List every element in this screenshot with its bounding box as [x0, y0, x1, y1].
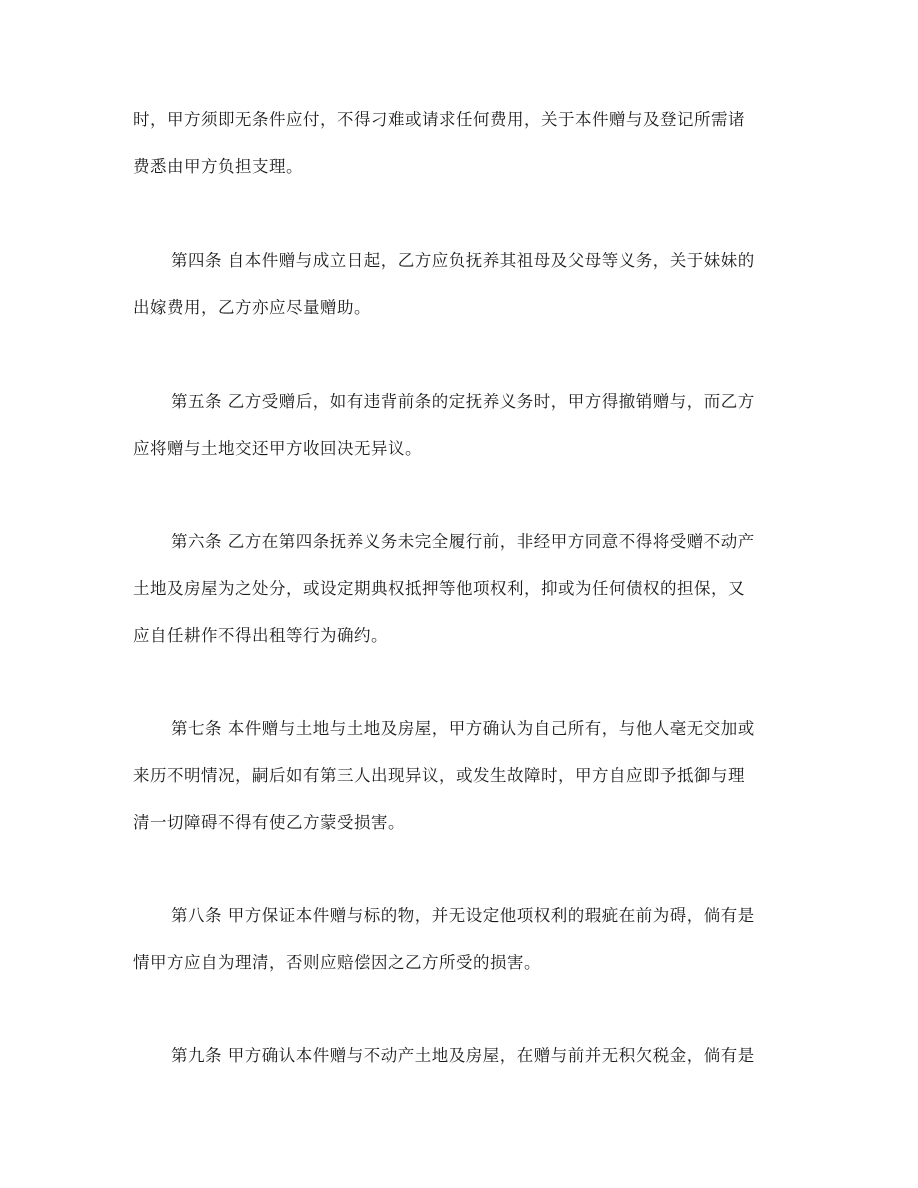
article-8 [133, 892, 793, 986]
article-9 [133, 1032, 793, 1079]
text-line: 第七条 本件赠与土地与土地及房屋，甲方确认为自己所有，与他人毫无交加或 [171, 719, 755, 738]
text-line: 第四条 自本件赠与成立日起，乙方应负抚养其祖母及父母等义务，关于妹妹的 [171, 251, 755, 270]
article-5 [133, 378, 793, 472]
paragraph-continuation [133, 96, 793, 190]
text-line: 第九条 甲方确认本件赠与不动产土地及房屋，在赠与前并无积欠税金，倘有是 [171, 1046, 755, 1065]
text-line: 费悉由甲方负担支理。 [133, 157, 303, 176]
article-6 [133, 518, 793, 659]
text-line: 第六条 乙方在第四条抚养义务未完全履行前，非经甲方同意不得将受赠不动产 [171, 532, 755, 551]
text-line: 第五条 乙方受赠后，如有违背前条的定抚养义务时，甲方得撤销赠与，而乙方 [171, 392, 755, 411]
text-line: 土地及房屋为之处分，或设定期典权抵押等他项权利，抑或为任何债权的担保，又 [133, 579, 745, 598]
text-line: 第八条 甲方保证本件赠与标的物，并无设定他项权利的瑕疵在前为碍，倘有是 [171, 906, 755, 925]
text-line: 情甲方应自为理清，否则应赔偿因之乙方所受的损害。 [133, 953, 541, 972]
text-line: 应将赠与土地交还甲方收回决无异议。 [133, 439, 422, 458]
text-line: 应自任耕作不得出租等行为确约。 [133, 626, 388, 645]
text-line: 清一切障碍不得有使乙方蒙受损害。 [133, 813, 405, 832]
article-7 [133, 705, 793, 846]
text-line: 来历不明情况，嗣后如有第三人出现异议，或发生故障时，甲方自应即予抵御与理 [133, 766, 745, 785]
text-line: 出嫁费用，乙方亦应尽量赠助。 [133, 298, 371, 317]
text-line: 时，甲方须即无条件应付，不得刁难或请求任何费用，关于本件赠与及登记所需诸 [133, 110, 745, 129]
article-4 [133, 237, 793, 331]
